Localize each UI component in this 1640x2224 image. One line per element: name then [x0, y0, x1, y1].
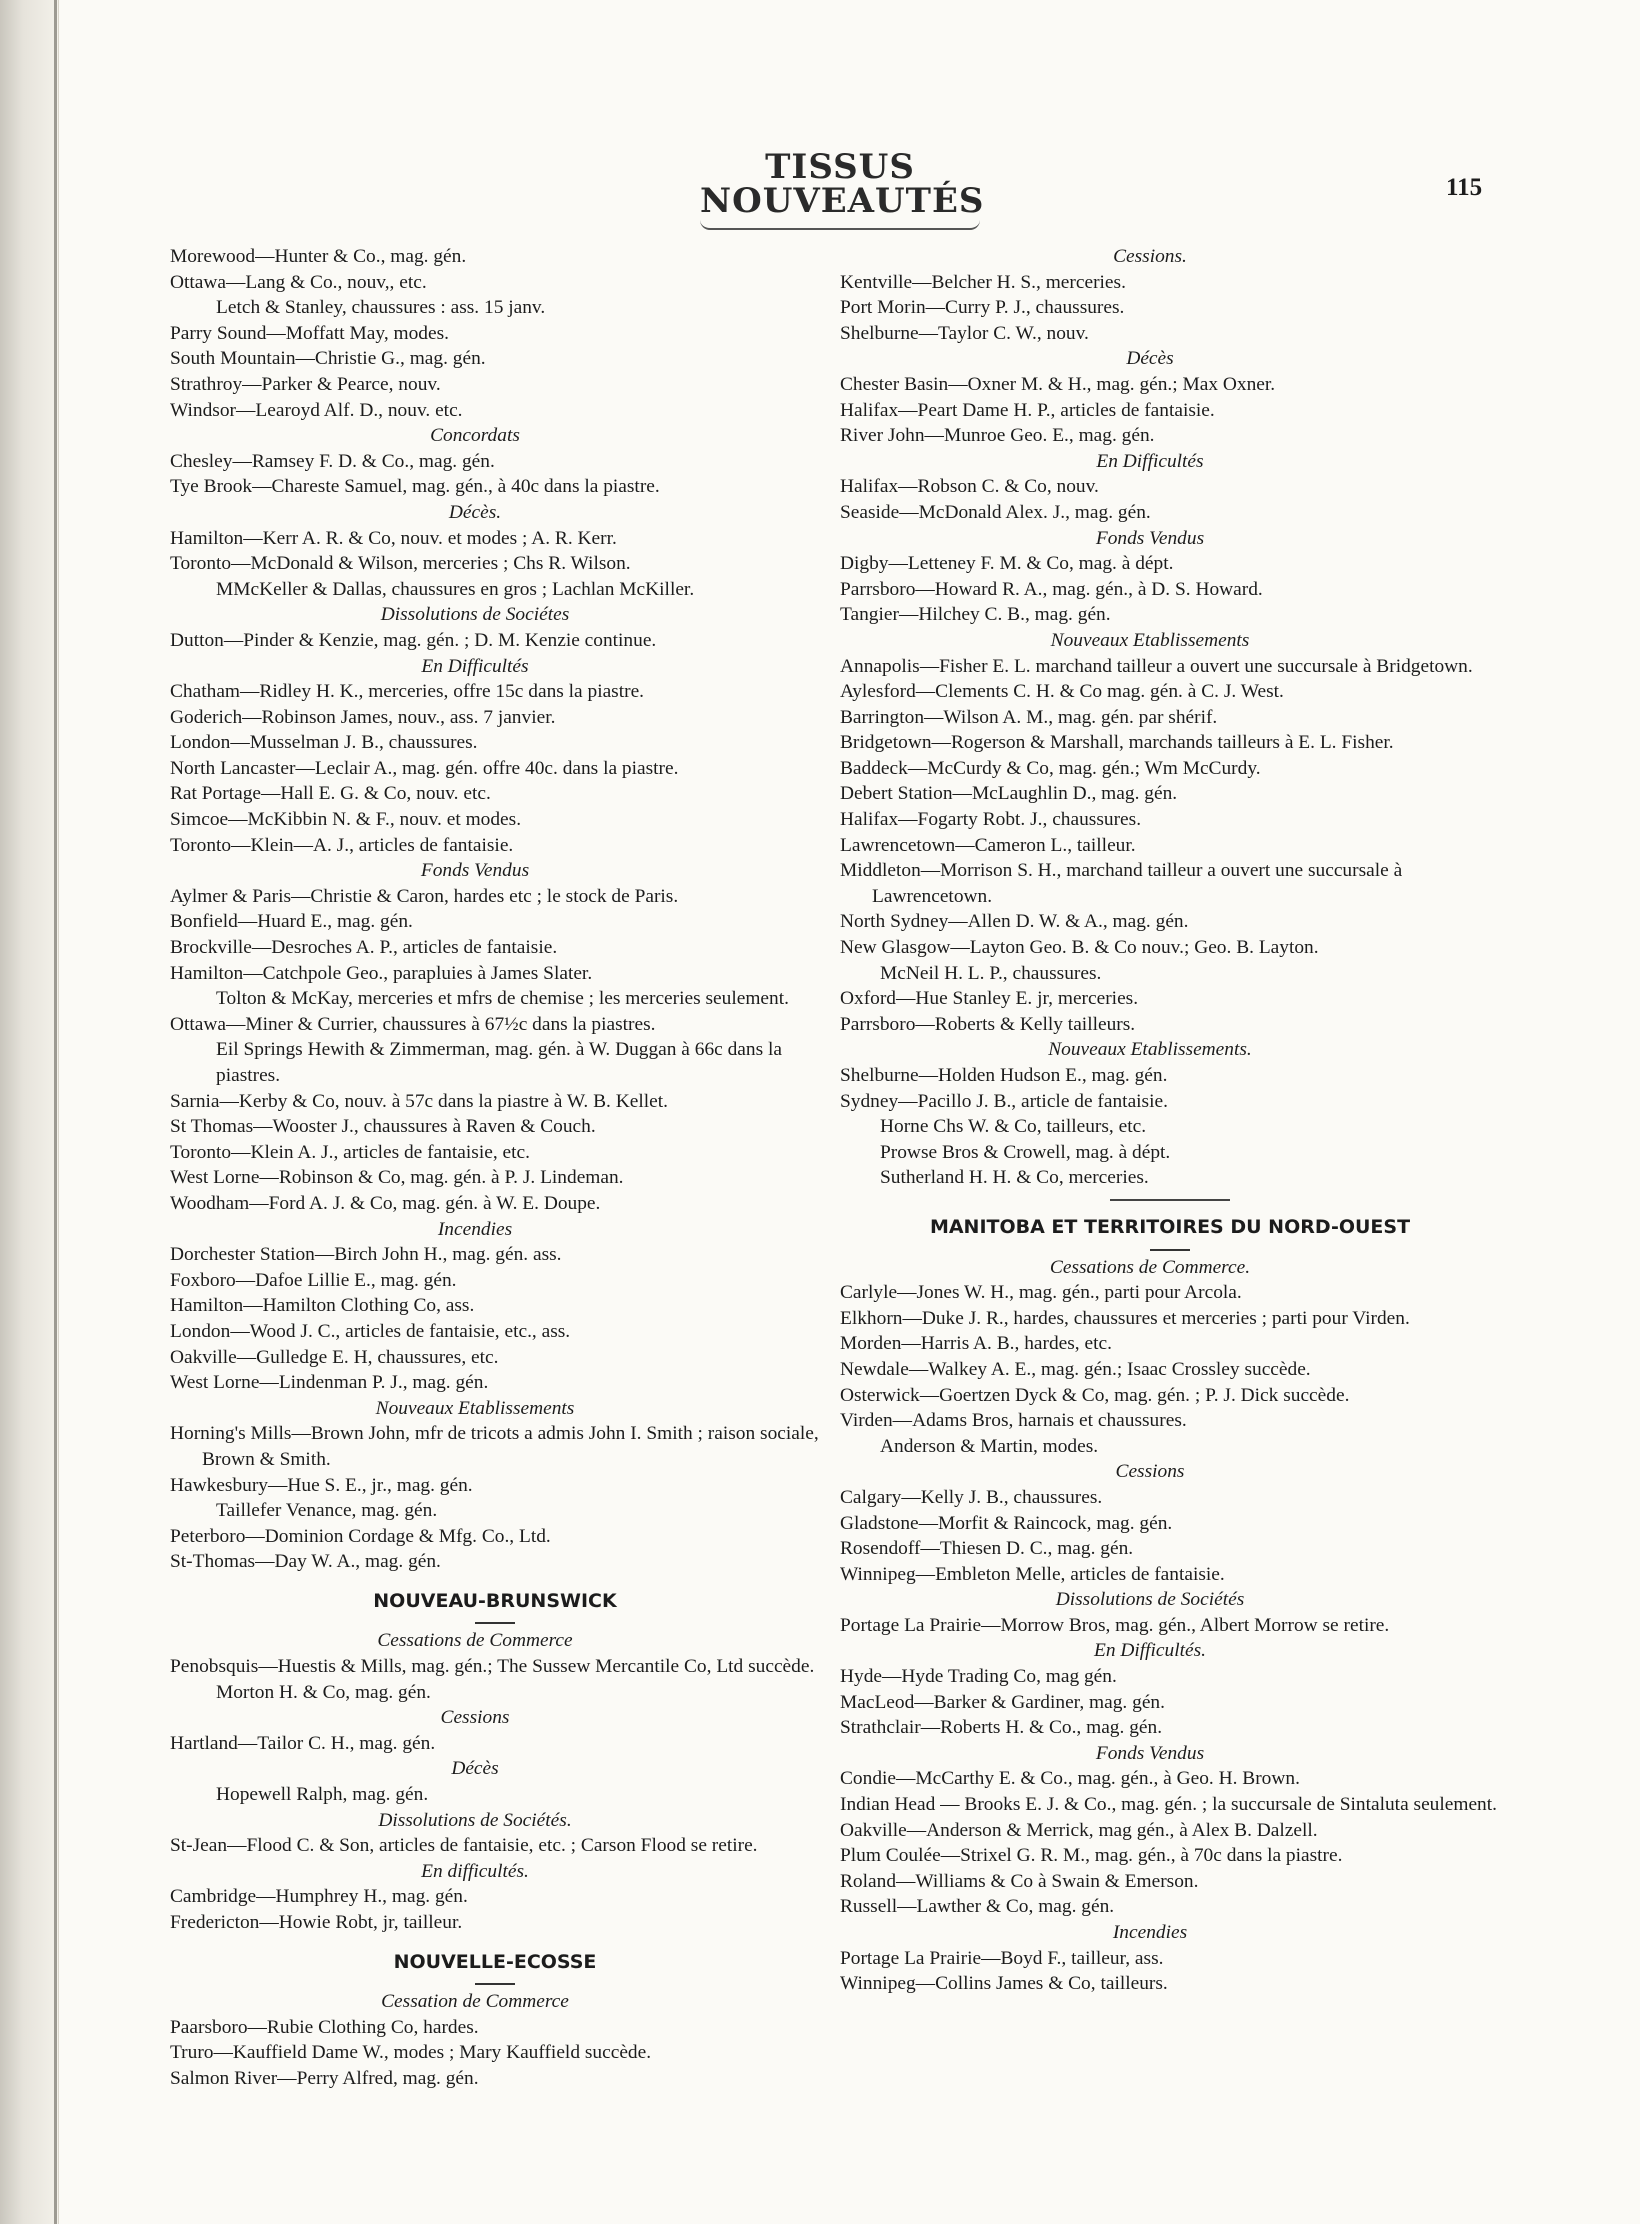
region-heading: NOUVEAU-BRUNSWICK	[170, 1589, 820, 1625]
list-item: Parrsboro—Roberts & Kelly tailleurs.	[840, 1013, 1136, 1035]
list-item: Portage La Prairie—Boyd F., tailleur, ass.	[840, 1947, 1164, 1969]
list-item: Morton H. & Co, mag. gén.	[216, 1681, 431, 1703]
list-item: Shelburne—Taylor C. W., nouv.	[840, 322, 1089, 344]
list-item: Prowse Bros & Crowell, mag. à dépt.	[880, 1141, 1171, 1163]
list-item: Taillefer Venance, mag. gén.	[216, 1500, 438, 1522]
list-item: Sarnia—Kerby & Co, nouv. à 57c dans la piastre à W. B. Kellet.	[170, 1090, 668, 1112]
list-item: Russell—Lawther & Co, mag. gén.	[840, 1896, 1115, 1918]
list-item: Carlyle—Jones W. H., mag. gén., parti pour Arcola.	[840, 1282, 1242, 1304]
list-item: Debert Station—McLaughlin D., mag. gén.	[840, 783, 1178, 805]
list-item: Hartland—Tailor C. H., mag. gén.	[170, 1732, 436, 1754]
list-item: Chatham—Ridley H. K., merceries, offre 15c dans la piastre.	[170, 681, 645, 703]
list-item: Penobsquis—Huestis & Mills, mag. gén.; The Sussew Mercantile Co, Ltd succède.	[170, 1656, 815, 1678]
list-item: Letch & Stanley, chaussures : ass. 15 janv.	[216, 297, 546, 319]
list-item: Sydney—Pacillo J. B., article de fantaisie.	[840, 1090, 1168, 1112]
list-item: Peterboro—Dominion Cordage & Mfg. Co., Ltd.	[170, 1525, 551, 1547]
list-item: Halifax—Fogarty Robt. J., chaussures.	[840, 809, 1142, 831]
list-item: Oxford—Hue Stanley E. jr, merceries.	[840, 988, 1139, 1010]
page-number: 115	[1446, 174, 1483, 201]
list-item: Indian Head — Brooks E. J. & Co., mag. gén. ; la succursale de Sintaluta seulement.	[840, 1794, 1497, 1816]
section-heading: Fonds Vendus	[1095, 1742, 1205, 1764]
list-item: Winnipeg—Embleton Melle, articles de fantaisie.	[840, 1563, 1225, 1585]
section-heading: Concordats	[430, 425, 520, 447]
list-item: St-Jean—Flood C. & Son, articles de fantaisie, etc. ; Carson Flood se retire.	[170, 1835, 758, 1857]
section-heading: Nouveaux Etablissements	[1050, 629, 1250, 651]
section-heading: Cessations de Commerce.	[1049, 1256, 1251, 1278]
list-item: New Glasgow—Layton Geo. B. & Co nouv.; Geo. B. Layton.	[840, 937, 1319, 959]
list-item: Hopewell Ralph, mag. gén.	[216, 1784, 429, 1806]
list-item: Ottawa—Miner & Currier, chaussures à 67½c dans la piastres.	[170, 1013, 656, 1035]
section-heading: Fonds Vendus	[1095, 527, 1205, 549]
list-item: Hyde—Hyde Trading Co, mag gén.	[840, 1666, 1117, 1688]
list-item: Barrington—Wilson A. M., mag. gén. par shérif.	[840, 706, 1218, 728]
list-item: Plum Coulée—Strixel G. R. M., mag. gén., à 70c dans la piastre.	[840, 1845, 1343, 1867]
section-divider	[1110, 1199, 1230, 1201]
list-item: Middleton—Morrison S. H., marchand tailleur a ouvert une succursale à Lawrencetown.	[840, 860, 1403, 907]
list-item: Hamilton—Kerr A. R. & Co, nouv. et modes ; A. R. Kerr.	[170, 527, 617, 549]
list-item: Horning's Mills—Brown John, mfr de tricots a admis John I. Smith ; raison sociale, Brown & Smith.	[170, 1423, 819, 1470]
section-heading: Cessions	[1115, 1461, 1185, 1483]
list-item: Toronto—Klein A. J., articles de fantaisie, etc.	[170, 1141, 530, 1163]
list-item: Toronto—McDonald & Wilson, merceries ; Chs R. Wilson.	[170, 553, 631, 575]
list-item: Parry Sound—Moffatt May, modes.	[170, 322, 449, 344]
list-item: Hawkesbury—Hue S. E., jr., mag. gén.	[170, 1474, 473, 1496]
section-heading: Incendies	[1112, 1922, 1188, 1943]
list-item: Condie—McCarthy E. & Co., mag. gén., à Geo. H. Brown.	[840, 1768, 1300, 1790]
logo-line-2: NOUVEAUTÉS	[700, 181, 985, 221]
section-heading: Décès	[1126, 348, 1174, 370]
list-item: Eil Springs Hewith & Zimmerman, mag. gén. à W. Duggan à 66c dans la piastres.	[216, 1039, 782, 1086]
list-item: Parrsboro—Howard R. A., mag. gén., à D. S. Howard.	[840, 578, 1263, 600]
list-item: Foxboro—Dafoe Lillie E., mag. gén.	[170, 1269, 457, 1291]
list-item: South Mountain—Christie G., mag. gén.	[170, 348, 486, 370]
list-item: St Thomas—Wooster J., chaussures à Raven & Couch.	[170, 1116, 596, 1138]
list-item: West Lorne—Lindenman P. J., mag. gén.	[170, 1372, 489, 1394]
right-column	[840, 244, 1500, 1997]
section-heading: En difficultés.	[421, 1860, 529, 1882]
logo-line-1: TISSUS	[765, 147, 915, 187]
list-item: Horne Chs W. & Co, tailleurs, etc.	[880, 1116, 1147, 1138]
list-item: Dutton—Pinder & Kenzie, mag. gén. ; D. M. Kenzie continue.	[170, 629, 657, 651]
list-item: North Lancaster—Leclair A., mag. gén. offre 40c. dans la piastre.	[170, 757, 679, 779]
list-item: Seaside—McDonald Alex. J., mag. gén.	[840, 501, 1151, 523]
list-item: Toronto—Klein—A. J., articles de fantaisie.	[170, 834, 514, 856]
section-heading: Cessions.	[1113, 246, 1187, 267]
section-heading: Incendies	[437, 1218, 513, 1240]
list-item: Strathroy—Parker & Pearce, nouv.	[170, 373, 441, 395]
region-heading: NOUVELLE-ECOSSE	[170, 1950, 820, 1986]
list-item: Hamilton—Hamilton Clothing Co, ass.	[170, 1295, 475, 1317]
section-heading: Nouveaux Etablissements.	[1048, 1039, 1252, 1061]
section-heading: Dissolutions de Sociétés.	[378, 1809, 572, 1831]
list-item: Baddeck—McCurdy & Co, mag. gén.; Wm McCurdy.	[840, 757, 1261, 779]
list-item: Woodham—Ford A. J. & Co, mag. gén. à W. E. Doupe.	[170, 1192, 601, 1214]
region-heading: MANITOBA ET TERRITOIRES DU NORD-OUEST	[840, 1215, 1500, 1251]
masthead-logo	[700, 147, 985, 230]
list-item: Shelburne—Holden Hudson E., mag. gén.	[840, 1065, 1168, 1086]
list-item: Hamilton—Catchpole Geo., parapluies à James Slater.	[170, 962, 593, 984]
list-item: McNeil H. L. P., chaussures.	[880, 962, 1102, 984]
list-item: Virden—Adams Bros, harnais et chaussures.	[840, 1410, 1187, 1432]
list-item: Aylmer & Paris—Christie & Caron, hardes etc ; le stock de Paris.	[170, 885, 679, 907]
section-heading: Décès	[451, 1758, 499, 1780]
book-spine-shadow	[0, 0, 59, 2224]
list-item: West Lorne—Robinson & Co, mag. gén. à P. J. Lindeman.	[170, 1167, 624, 1189]
list-item: Tangier—Hilchey C. B., mag. gén.	[840, 604, 1111, 626]
list-item: Ottawa—Lang & Co., nouv,, etc.	[170, 271, 427, 293]
list-item: Elkhorn—Duke J. R., hardes, chaussures et merceries ; parti pour Virden.	[840, 1307, 1410, 1329]
list-item: Annapolis—Fisher E. L. marchand tailleur a ouvert une succursale à Bridgetown.	[840, 655, 1473, 677]
list-item: Oakville—Anderson & Merrick, mag gén., à Alex B. Dalzell.	[840, 1819, 1318, 1841]
list-item: Rat Portage—Hall E. G. & Co, nouv. etc.	[170, 783, 491, 805]
list-item: Port Morin—Curry P. J., chaussures.	[840, 297, 1125, 319]
left-column	[170, 244, 820, 2092]
list-item: Roland—Williams & Co à Swain & Emerson.	[840, 1870, 1199, 1892]
section-heading: Cessations de Commerce	[377, 1630, 573, 1652]
section-heading: Dissolutions de Sociétés	[1055, 1589, 1245, 1611]
list-item: Tolton & McKay, merceries et mfrs de chemise ; les merceries seulement.	[216, 988, 789, 1010]
list-item: Truro—Kauffield Dame W., modes ; Mary Kauffield succède.	[170, 2042, 652, 2064]
list-item: Dorchester Station—Birch John H., mag. gén. ass.	[170, 1244, 562, 1266]
list-item: Salmon River—Perry Alfred, mag. gén.	[170, 2067, 479, 2089]
list-item: Sutherland H. H. & Co, merceries.	[880, 1167, 1149, 1189]
list-item: Fredericton—Howie Robt, jr, tailleur.	[170, 1912, 463, 1933]
list-item: Bridgetown—Rogerson & Marshall, marchands tailleurs à E. L. Fisher.	[840, 732, 1394, 754]
list-item: River John—Munroe Geo. E., mag. gén.	[840, 425, 1155, 447]
list-item: St-Thomas—Day W. A., mag. gén.	[170, 1551, 441, 1573]
list-item: Gladstone—Morfit & Raincock, mag. gén.	[840, 1512, 1173, 1534]
list-item: Cambridge—Humphrey H., mag. gén.	[170, 1886, 468, 1908]
list-item: Brockville—Desroches A. P., articles de fantaisie.	[170, 937, 558, 959]
list-item: Aylesford—Clements C. H. & Co mag. gén. à C. J. West.	[840, 681, 1284, 703]
section-heading: En Difficultés.	[1093, 1640, 1207, 1662]
list-item: Simcoe—McKibbin N. & F., nouv. et modes.	[170, 809, 522, 831]
list-item: Portage La Prairie—Morrow Bros, mag. gén., Albert Morrow se retire.	[840, 1614, 1390, 1636]
list-item: Newdale—Walkey A. E., mag. gén.; Isaac Crossley succède.	[840, 1358, 1311, 1380]
list-item: Halifax—Peart Dame H. P., articles de fantaisie.	[840, 399, 1215, 421]
list-item: Chesley—Ramsey F. D. & Co., mag. gén.	[170, 450, 495, 472]
list-item: London—Musselman J. B., chaussures.	[170, 732, 478, 754]
list-item: Windsor—Learoyd Alf. D., nouv. etc.	[170, 399, 463, 421]
list-item: Winnipeg—Collins James & Co, tailleurs.	[840, 1973, 1168, 1995]
list-item: North Sydney—Allen D. W. & A., mag. gén.	[840, 911, 1189, 933]
list-item: Morewood—Hunter & Co., mag. gén.	[170, 246, 467, 267]
list-item: Paarsboro—Rubie Clothing Co, hardes.	[170, 2016, 479, 2038]
section-heading: Cessions	[440, 1707, 510, 1729]
list-item: MacLeod—Barker & Gardiner, mag. gén.	[840, 1691, 1165, 1713]
list-item: Kentville—Belcher H. S., merceries.	[840, 271, 1126, 293]
section-heading: Fonds Vendus	[420, 860, 530, 882]
section-heading: Nouveaux Etablissements	[375, 1397, 575, 1419]
list-item: Halifax—Robson C. & Co, nouv.	[840, 476, 1099, 498]
section-heading: En Difficultés	[1096, 450, 1204, 472]
list-item: Digby—Letteney F. M. & Co, mag. à dépt.	[840, 553, 1174, 575]
list-item: MMcKeller & Dallas, chaussures en gros ; Lachlan McKiller.	[216, 578, 695, 600]
list-item: Osterwick—Goertzen Dyck & Co, mag. gén. ; P. J. Dick succède.	[840, 1384, 1350, 1406]
binding-edge	[54, 0, 57, 2224]
list-item: Calgary—Kelly J. B., chaussures.	[840, 1486, 1103, 1508]
section-heading: Dissolutions de Sociétes	[380, 604, 570, 626]
list-item: Tye Brook—Chareste Samuel, mag. gén., à 40c dans la piastre.	[170, 476, 660, 498]
section-heading: En Difficultés	[421, 655, 529, 677]
section-heading: Cessation de Commerce	[381, 1991, 569, 2013]
list-item: Lawrencetown—Cameron L., tailleur.	[840, 834, 1136, 856]
list-item: Morden—Harris A. B., hardes, etc.	[840, 1333, 1112, 1355]
list-item: Bonfield—Huard E., mag. gén.	[170, 911, 413, 933]
list-item: Anderson & Martin, modes.	[880, 1435, 1099, 1457]
list-item: Goderich—Robinson James, nouv., ass. 7 janvier.	[170, 706, 556, 728]
list-item: Chester Basin—Oxner M. & H., mag. gén.; Max Oxner.	[840, 373, 1276, 395]
list-item: Oakville—Gulledge E. H, chaussures, etc.	[170, 1346, 499, 1368]
list-item: London—Wood J. C., articles de fantaisie, etc., ass.	[170, 1320, 571, 1342]
section-heading: Décès.	[448, 501, 502, 523]
list-item: Strathclair—Roberts H. & Co., mag. gén.	[840, 1717, 1163, 1739]
list-item: Rosendoff—Thiesen D. C., mag. gén.	[840, 1538, 1134, 1560]
